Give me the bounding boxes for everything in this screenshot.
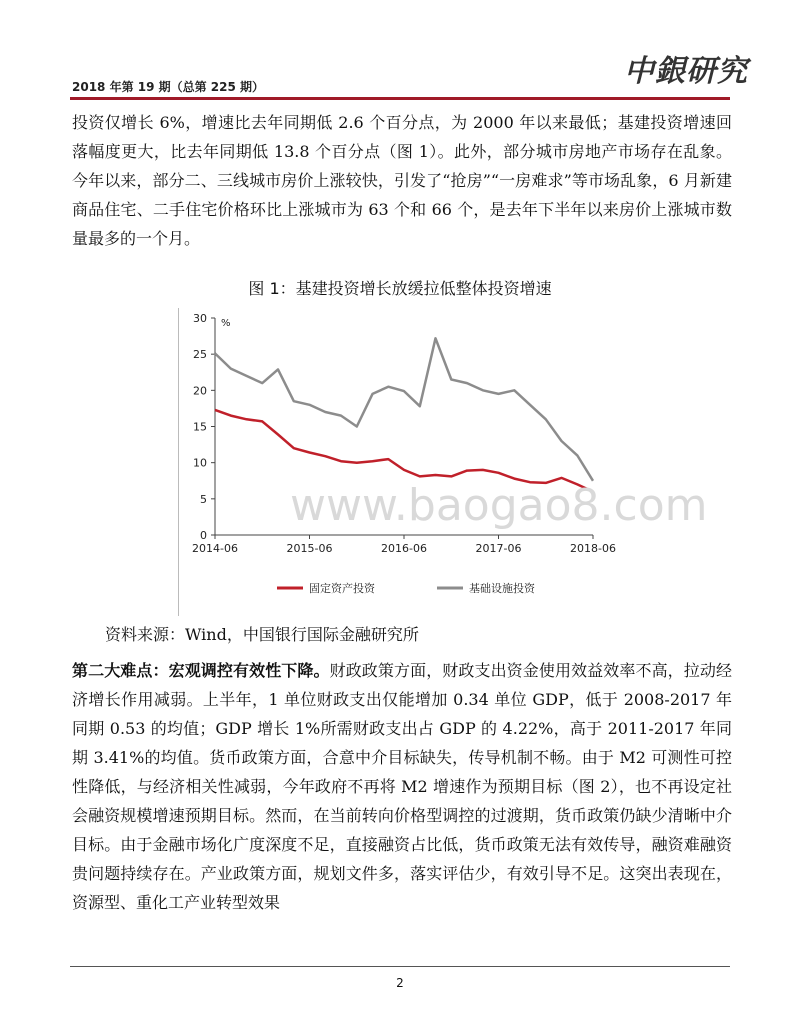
watermark-text: www.baogao8.com — [290, 480, 708, 531]
paragraph-lead: 第二大难点：宏观调控有效性下降。 — [72, 661, 330, 680]
x-tick-label: 2016-06 — [381, 542, 427, 555]
footer-divider — [70, 966, 730, 967]
series-line-2 — [215, 338, 593, 481]
line-chart — [179, 308, 617, 616]
y-unit-label: % — [221, 318, 231, 329]
x-tick-label: 2015-06 — [286, 542, 333, 555]
y-tick-label: 15 — [193, 420, 207, 434]
figure-title: 图 1：基建投资增长放缓拉低整体投资增速 — [248, 279, 552, 298]
legend-label-1: 固定资产投资 — [309, 582, 375, 595]
brand-logo: 中銀研究 — [624, 54, 748, 89]
header-divider — [70, 97, 730, 100]
figure-source: 资料来源：Wind，中国银行国际金融研究所 — [105, 625, 419, 644]
x-tick-label: 2014-06 — [192, 542, 238, 555]
y-tick-label: 5 — [200, 492, 207, 506]
legend-label-2: 基础设施投资 — [469, 582, 535, 595]
body-paragraph-1: 投资仅增长 6%，增速比去年同期低 2.6 个百分点，为 2000 年以来最低；基建投资增速回落幅度更大，比去年同期低 13.8 个百分点（图 1）。此外，部分城市房地产市场存在乱象。今年以来，部分二、三线城市房价上涨较快，引发了“抢房”“一房难求”等市场乱象，6 月新建商品住宅、二手住宅价格环比上涨城市为 63 个和 66 个，是去年下半年以来房价上涨城市数量最多的一个月。 — [72, 113, 732, 248]
chart-container — [178, 308, 617, 616]
y-tick-label: 30 — [193, 312, 207, 325]
y-tick-label: 20 — [193, 384, 207, 398]
paragraph-text: 财政政策方面，财政支出资金使用效益效率不高，拉动经济增长作用减弱。上半年，1 单位财政支出仅能增加 0.34 单位 GDP，低于 2008-2017 年同期 0.53 的均值；GDP 增长 1%所需财政支出占 GDP 的 4.22%，高于 2011-2017 年同期 3.41%的均值。货币政策方面，合意中介目标缺失，传导机制不畅。由于 M2 可测性可控性降低，与经济相关性减弱，今年政府不再将 M2 增速作为预期目标（图 2），也不再设定社会融资规模增速预期目标。然而，在当前转向价格型调控的过渡期，货币政策仍缺少清晰中介目标。由于金融市场化广度深度不足，直接融资占比低，货币政策无法有效传导，融资难融资贵问题持续存在。产业政策方面，规划文件多，落实评估少，有效引导不足。这突出表现在，资源型、重化工产业转型效果 — [72, 661, 732, 912]
page-number: 2 — [396, 976, 404, 990]
body-paragraph-2 — [72, 656, 732, 917]
y-tick-label: 25 — [193, 348, 207, 362]
x-tick-label: 2017-06 — [475, 542, 522, 555]
y-tick-label: 10 — [193, 456, 207, 470]
y-tick-label: 0 — [200, 529, 207, 542]
x-tick-label: 2018-06 — [570, 542, 616, 555]
header-issue-label: 2018 年第 19 期（总第 225 期） — [72, 80, 265, 94]
